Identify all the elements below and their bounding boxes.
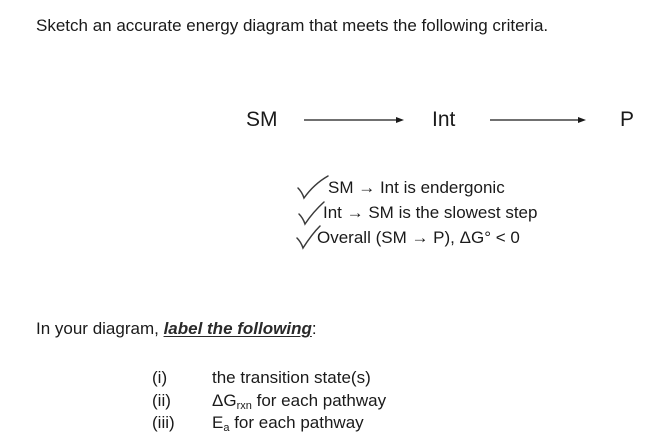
reaction-arrow-2 [490,108,586,132]
checkmark-icon [298,176,328,198]
item-text-1: the transition state(s) [212,368,371,387]
instruction-prefix: In your diagram, [36,319,164,338]
starting-material-label: SM [246,108,278,131]
criterion-1: SM → Int is endergonic [328,178,505,197]
item-3-rest: for each pathway [229,413,364,432]
item-2-subscript: rxn [236,400,252,412]
item-number-2: (ii) [152,391,171,410]
label-instruction [36,319,317,339]
item-text-3 [212,413,364,434]
instruction-emphasis: label the following [163,319,312,338]
item-2-main: ΔG [212,391,237,410]
item-3-subscript: a [223,422,230,434]
criterion-3: Overall (SM → P), ΔG° < 0 [317,228,520,247]
intermediate-label: Int [432,108,456,131]
item-number-1: (i) [152,368,168,387]
criterion-2: Int → SM is the slowest step [323,203,538,222]
reaction-arrow-1 [304,108,404,132]
item-text-2 [212,391,386,412]
item-2-rest: for each pathway [251,391,387,410]
checkmark-icon [299,202,324,224]
item-number-3: (iii) [152,413,175,432]
item-3-main: E [212,413,224,432]
question-prompt: Sketch an accurate energy diagram that meets the following criteria. [36,16,549,35]
instruction-suffix: : [311,319,317,338]
product-label: P [620,108,635,131]
